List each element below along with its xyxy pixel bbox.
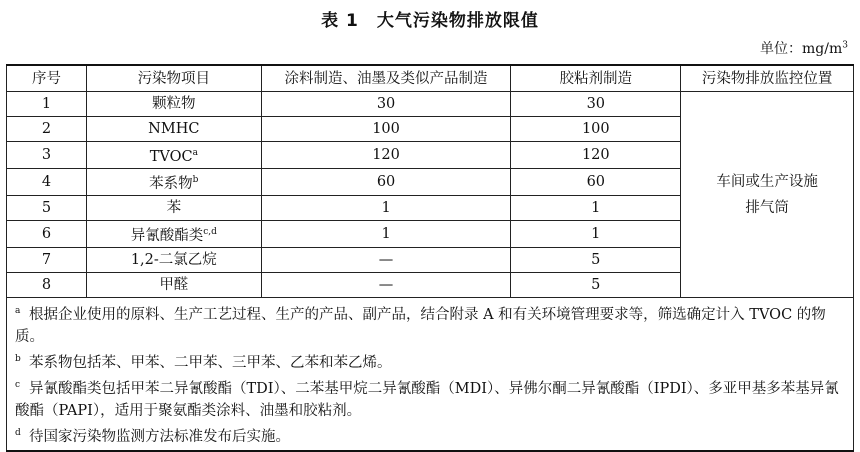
footnote (15, 374, 845, 422)
pollutant-name: 1,2-二氯乙烷 (130, 252, 217, 268)
footnote (15, 300, 845, 348)
footnote-text: 待国家污染物监测方法标准发布后实施。 (29, 429, 290, 445)
footnote (15, 348, 845, 374)
pollutant-item (86, 221, 261, 248)
pollutant-item (86, 169, 261, 196)
pollutant-name: 颗粒物 (152, 96, 196, 112)
header-adhesive: 胶粘剂制造 (511, 65, 681, 92)
header-item: 污染物项目 (86, 65, 261, 92)
adhesive-limit: 5 (511, 273, 681, 298)
pollutant-name: 甲醛 (159, 277, 189, 293)
adhesive-limit: 1 (511, 221, 681, 248)
header-location: 污染物排放监控位置 (681, 65, 854, 92)
footnote-mark: c (15, 380, 21, 390)
coating-limit: 1 (261, 196, 511, 221)
footnote-marker: a (192, 148, 198, 158)
adhesive-limit: 5 (511, 248, 681, 273)
footnote-text: 苯系物包括苯、甲苯、二甲苯、三甲苯、乙苯和苯乙烯。 (29, 355, 392, 371)
row-number: 4 (7, 169, 87, 196)
pollutant-item (86, 273, 261, 298)
footnote-marker: b (192, 175, 199, 185)
footnote-text: 异氰酸酯类包括甲苯二异氰酸酯（TDI）、二苯基甲烷二异氰酸酯（MDI）、异佛尔酮二异氰酸酯（IPDI）、多亚甲基多苯基异氰酸酯（PAPI），适用于聚氨酯类涂料、油墨和胶粘剂。 (15, 381, 839, 419)
monitoring-location (681, 92, 854, 298)
row-number: 2 (7, 117, 87, 142)
header-no: 序号 (7, 65, 87, 92)
adhesive-limit: 60 (511, 169, 681, 196)
row-number: 1 (7, 92, 87, 117)
pollutant-name: 苯系物 (149, 176, 193, 192)
row-number: 6 (7, 221, 87, 248)
header-row (7, 65, 854, 92)
adhesive-limit: 100 (511, 117, 681, 142)
pollutant-name: 异氰酸酯类 (130, 228, 204, 244)
table-row (7, 92, 854, 117)
adhesive-limit: 30 (511, 92, 681, 117)
coating-limit: 100 (261, 117, 511, 142)
row-number: 3 (7, 142, 87, 169)
unit-superscript: 3 (842, 40, 848, 51)
pollutant-item (86, 196, 261, 221)
footnote (15, 422, 845, 448)
coating-limit: 120 (261, 142, 511, 169)
pollutant-item (86, 248, 261, 273)
pollutant-name: 苯 (166, 200, 182, 216)
row-number: 7 (7, 248, 87, 273)
footnote-mark: b (15, 354, 21, 364)
header-coating: 涂料制造、油墨及类似产品制造 (261, 65, 511, 92)
pollutant-item (86, 142, 261, 169)
coating-limit: 1 (261, 221, 511, 248)
coating-limit: 30 (261, 92, 511, 117)
location-line-1: 车间或生产设施 (716, 173, 818, 190)
adhesive-limit: 120 (511, 142, 681, 169)
footnote-mark: a (15, 306, 21, 316)
coating-limit: 60 (261, 169, 511, 196)
table-notes (7, 298, 854, 452)
footnote-mark: d (15, 428, 21, 438)
footnote-text: 根据企业使用的原料、生产工艺过程、生产的产品、副产品，结合附录 A 和有关环境管理要求等，筛选确定计入 TVOC 的物质。 (15, 307, 826, 345)
unit-label (760, 38, 848, 58)
notes-row (7, 298, 854, 452)
coating-limit: — (261, 273, 511, 298)
adhesive-limit: 1 (511, 196, 681, 221)
pollutant-name: NMHC (148, 121, 200, 137)
emission-limits-table (6, 64, 854, 452)
footnote-marker: c,d (203, 227, 217, 237)
location-line-2: 排气筒 (745, 199, 789, 216)
pollutant-item (86, 117, 261, 142)
unit-text: 单位：mg/m (760, 41, 843, 57)
pollutant-item (86, 92, 261, 117)
row-number: 8 (7, 273, 87, 298)
coating-limit: — (261, 248, 511, 273)
table-title: 表 1 大气污染物排放限值 (321, 11, 539, 31)
pollutant-name: TVOC (149, 149, 193, 165)
row-number: 5 (7, 196, 87, 221)
